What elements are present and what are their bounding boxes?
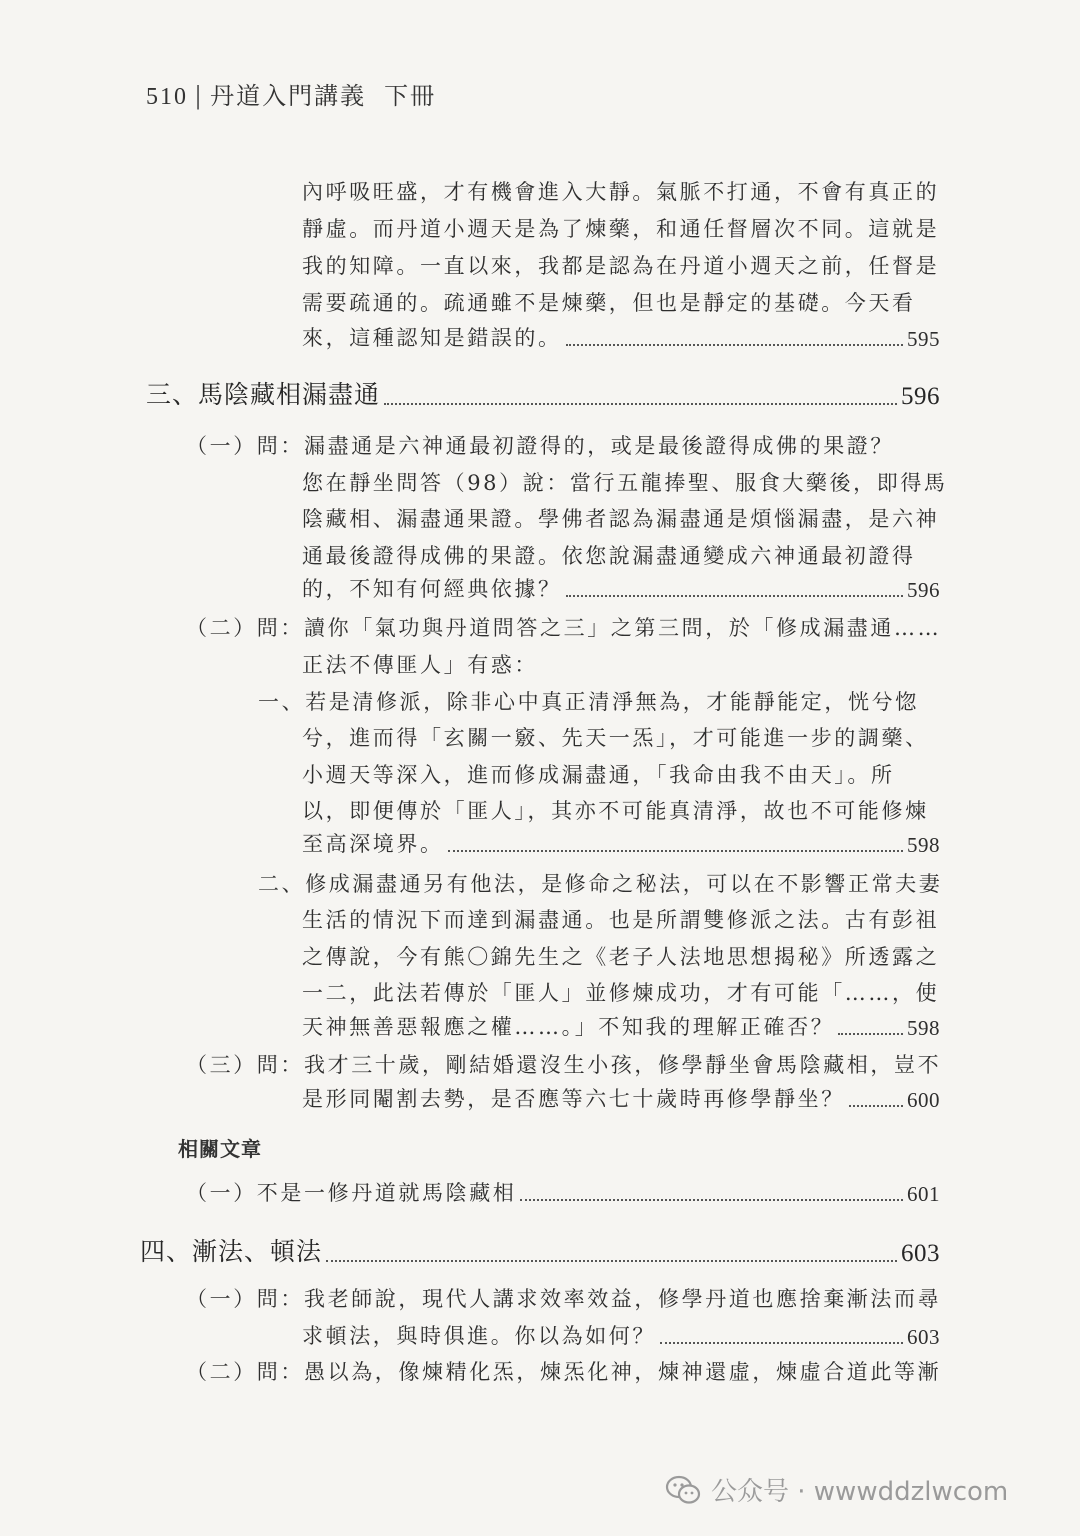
section-title: 四、漸法、頓法 (140, 1237, 323, 1266)
leader-dots (384, 403, 897, 405)
a2-line-4: 一二，此法若傳於「匪人」並修煉成功，才有可能「……，使 (302, 981, 940, 1005)
toc-page: 596 (901, 383, 940, 410)
toc-text: 是形同閹割去勢，是否應等六七十歲時再修學靜坐？ (302, 1087, 845, 1111)
toc-entry-intro[interactable] (302, 322, 940, 352)
toc-section-4[interactable] (140, 1232, 940, 1268)
toc-entry-q1[interactable] (302, 573, 940, 603)
toc-page: 603 (907, 1325, 940, 1349)
a1-line-2: 兮，進而得「玄關一竅、先天一炁」，才可能進一步的調藥、 (302, 726, 929, 750)
toc-text: 至高深境界。 (302, 832, 444, 856)
toc-entry-related-1[interactable] (186, 1177, 940, 1207)
page-header (146, 76, 436, 111)
related-articles-heading: 相關文章 (178, 1137, 262, 1161)
wechat-icon (665, 1475, 701, 1505)
toc-page: 598 (907, 833, 940, 857)
q2-line-2: 正法不傳匪人」有惑： (302, 653, 538, 677)
toc-text: 來，這種認知是錯誤的。 (302, 326, 562, 350)
toc-entry-a2[interactable] (302, 1011, 940, 1041)
q1-line-3: 陰藏相、漏盡通果證。學佛者認為漏盡通是煩惱漏盡，是六神 (302, 507, 940, 531)
a1-line-3: 小週天等深入，進而修成漏盡通，「我命由我不由天」。所 (302, 763, 895, 787)
a2-line-3: 之傳說，今有熊〇錦先生之《老子人法地思想揭秘》所透露之 (302, 945, 940, 969)
intro-line-4: 需要疏通的。疏通雖不是煉藥，但也是靜定的基礎。今天看 (302, 291, 916, 315)
toc-page: 598 (907, 1016, 940, 1040)
toc-page: 600 (907, 1088, 940, 1112)
q3-line-1: （三）問：我才三十歲，剛結婚還沒生小孩，修學靜坐會馬陰藏相，豈不 (186, 1053, 942, 1077)
toc-page: 595 (907, 327, 940, 351)
toc-text: （一）不是一修丹道就馬陰藏相 (186, 1181, 517, 1205)
book-title: 丹道入門講義 (210, 82, 367, 110)
leader-dots (849, 1105, 903, 1107)
leader-dots (520, 1199, 903, 1201)
toc-page: 601 (907, 1182, 940, 1206)
q4-line-1: （一）問：我老師說，現代人講求效率效益，修學丹道也應捨棄漸法而尋 (186, 1287, 942, 1311)
q1-line-1: （一）問：漏盡通是六神通最初證得的，或是最後證得成佛的果證？ (186, 434, 894, 458)
toc-page: 596 (907, 578, 940, 602)
leader-dots (566, 595, 903, 597)
intro-line-3: 我的知障。一直以來，我都是認為在丹道小週天之前，任督是 (302, 254, 940, 278)
toc-section-3[interactable] (146, 375, 940, 411)
leader-dots (660, 1342, 903, 1344)
toc-entry-q3[interactable] (302, 1083, 940, 1113)
leader-dots (566, 344, 903, 346)
leader-dots (838, 1033, 903, 1035)
q1-line-4: 通最後證得成佛的果證。依您說漏盡通變成六神通最初證得 (302, 544, 916, 568)
leader-dots (326, 1260, 897, 1262)
q1-line-2: 您在靜坐問答（98）說：當行五龍捧聖、服食大藥後，即得馬 (302, 471, 948, 495)
q2-line-1: （二）問：讀你「氣功與丹道問答之三」之第三問，於「修成漏盡通…… (186, 616, 942, 640)
toc-entry-a1[interactable] (302, 828, 940, 858)
a1-line-4: 以，即便傳於「匪人」，其亦不可能真清淨，故也不可能修煉 (302, 799, 929, 823)
a1-line-1: 一、若是清修派，除非心中真正清淨無為，才能靜能定，恍兮惚 (258, 690, 919, 714)
a2-line-1: 二、修成漏盡通另有他法，是修命之秘法，可以在不影響正常夫妻 (258, 872, 943, 896)
volume-label: 下冊 (384, 82, 437, 110)
q5-line-1: （二）問：愚以為，像煉精化炁，煉炁化神，煉神還虛，煉虛合道此等漸 (186, 1360, 942, 1384)
toc-page: 603 (901, 1240, 940, 1267)
toc-entry-q4[interactable] (302, 1320, 940, 1350)
leader-dots (448, 850, 903, 852)
watermark-text: 公众号 · wwwddzlwcom (711, 1477, 1009, 1507)
section-title: 三、馬陰藏相漏盡通 (146, 380, 381, 409)
intro-line-2: 靜虛。而丹道小週天是為了煉藥，和通任督層次不同。這就是 (302, 217, 940, 241)
watermark (665, 1471, 1008, 1508)
page-number: 510 (146, 84, 188, 110)
header-separator: | (194, 82, 205, 110)
a2-line-2: 生活的情況下而達到漏盡通。也是所謂雙修派之法。古有彭祖 (302, 908, 940, 932)
intro-line-1: 內呼吸旺盛，才有機會進入大靜。氣脈不打通，不會有真正的 (302, 180, 940, 204)
toc-text: 天神無善惡報應之權……。」不知我的理解正確否？ (302, 1015, 835, 1039)
toc-text: 求頓法，與時俱進。你以為如何？ (302, 1324, 656, 1348)
toc-text: 的，不知有何經典依據？ (302, 577, 562, 601)
